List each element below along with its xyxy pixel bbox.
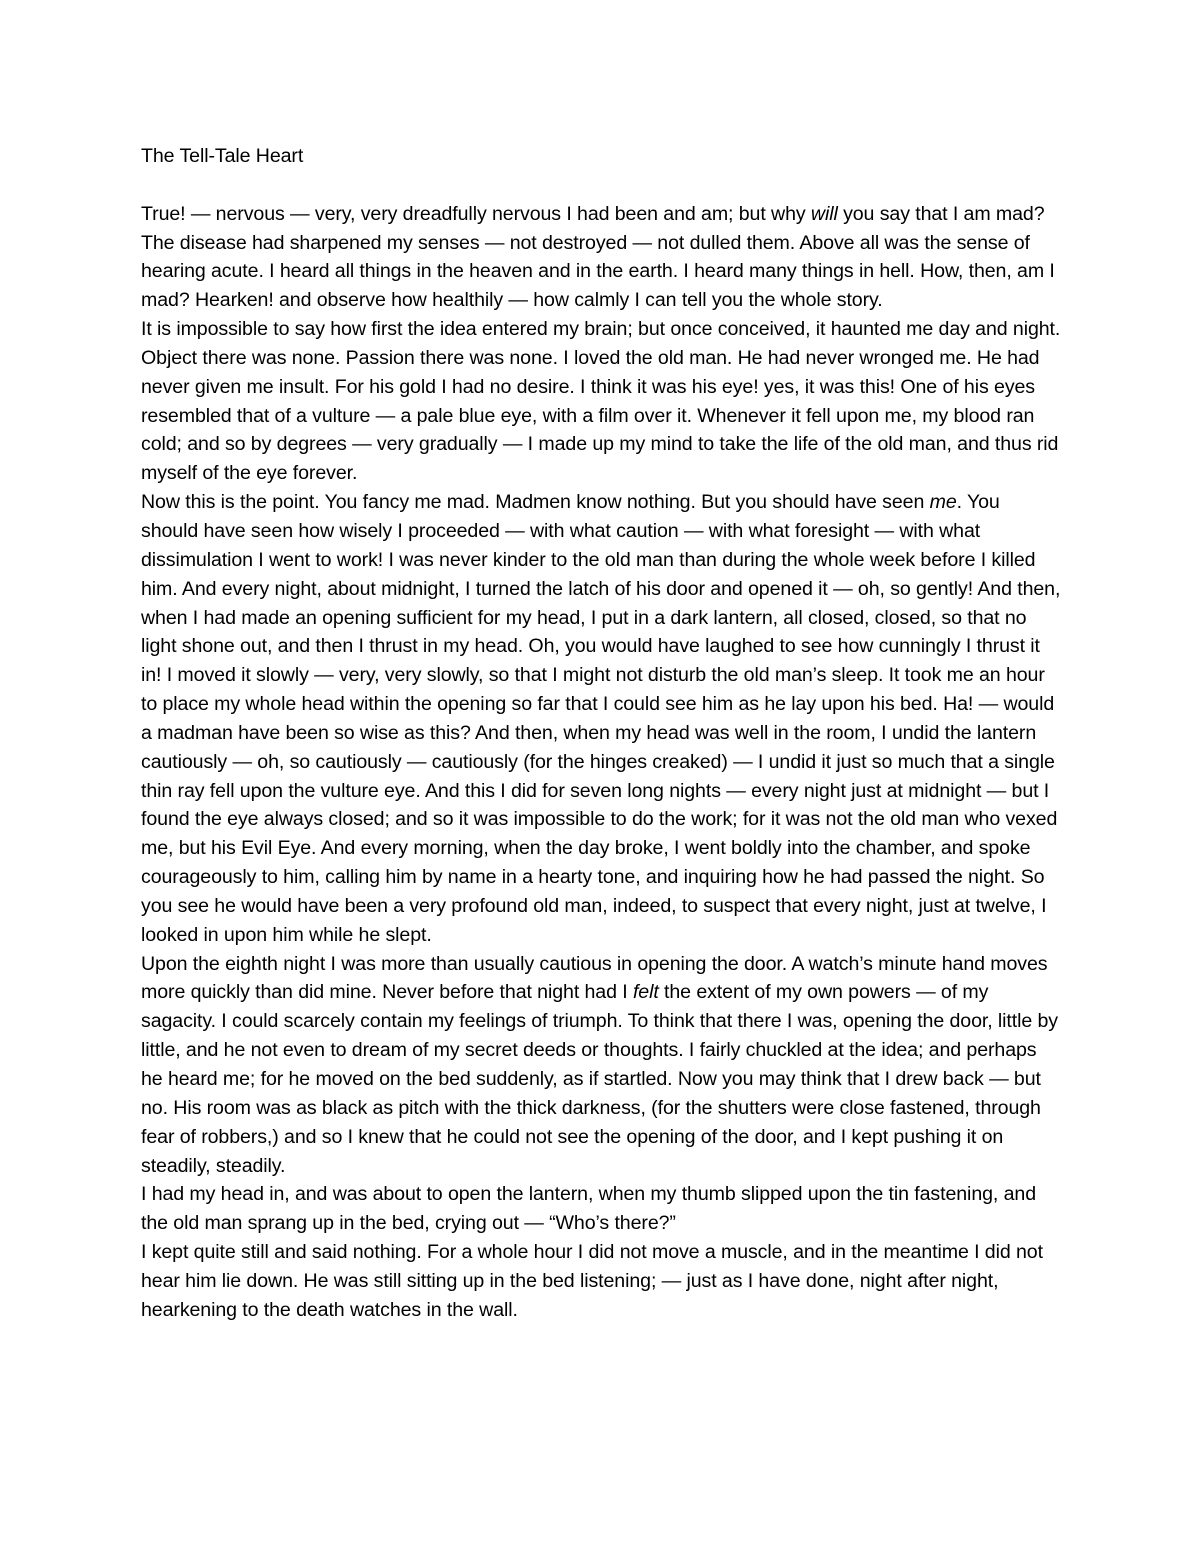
paragraph bbox=[141, 1238, 1061, 1325]
text-run: you say that I am mad? The disease had sharpened my senses — not destroyed — not dulled them. Above all was the sense of hearing acute. I heard all things in the heaven and in the earth. I heard many things in hell. How, then, am I mad? Hearken! and observe how healthily — how calmly I can tell you the whole story. bbox=[141, 202, 1055, 312]
paragraph bbox=[141, 950, 1061, 1181]
paragraph bbox=[141, 315, 1061, 488]
text-run: Upon the eighth night I was more than usually cautious in opening the door. A watch’s minute hand moves more quickly than did mine. Never before that night had I bbox=[141, 952, 1048, 1004]
paragraph bbox=[141, 1180, 1061, 1238]
text-run: . You should have seen how wisely I proceeded — with what caution — with what foresight — with what dissimulation I went to work! I was never kinder to the old man than during the whole week before I killed him. And every night, about midnight, I turned the latch of his door and opened it — oh, so gently! And then, when I had made an opening sufficient for my head, I put in a dark lantern, all closed, closed, so that no light shone out, and then I thrust in my head. Oh, you would have laughed to see how cunningly I thrust it in! I moved it slowly — very, very slowly, so that I might not disturb the old man’s sleep. It took me an hour to place my whole head within the opening so far that I could see him as he lay upon his bed. Ha! — would a madman have been so wise as this? And then, when my head was well in the room, I undid the lantern cautiously — oh, so cautiously — cautiously (for the hinges creaked) — I undid it just so much that a single thin ray fell upon the vulture eye. And this I did for seven long nights — every night just at midnight — but I found the eye always closed; and so it was impossible to do the work; for it was not the old man who vexed me, but his Evil Eye. And every morning, when the day broke, I went boldly into the chamber, and spoke courageously to him, calling him by name in a hearty tone, and inquiring how he had passed the night. So you see he would have been a very profound old man, indeed, to suspect that every night, just at twelve, I looked in upon him while he slept. bbox=[141, 491, 1061, 946]
document-title: The Tell-Tale Heart bbox=[141, 145, 304, 167]
text-run: Now this is the point. You fancy me mad. Madmen know nothing. But you should have seen bbox=[141, 491, 930, 514]
text-run: I kept quite still and said nothing. For a whole hour I did not move a muscle, and in the meantime I did not hear him lie down. He was still sitting up in the bed listening; — just as I have done, night after night, hearkening to the death watches in the wall. bbox=[141, 1241, 1043, 1321]
italic-text-run: felt bbox=[632, 981, 659, 1004]
italic-text-run: me bbox=[929, 491, 957, 514]
text-run: True! — nervous — very, very dreadfully nervous I had been and am; but why bbox=[141, 202, 811, 225]
document-body bbox=[141, 200, 1061, 1325]
paragraph bbox=[141, 488, 1061, 950]
text-run: the extent of my own powers — of my sagacity. I could scarcely contain my feelings of triumph. To think that there I was, opening the door, little by little, and he not even to dream of my secret deeds or thoughts. I fairly chuckled at the idea; and perhaps he heard me; for he moved on the bed suddenly, as if startled. Now you may think that I drew back — but no. His room was as black as pitch with the thick darkness, (for the shutters were close fastened, through fear of robbers,) and so I knew that he could not see the opening of the door, and I kept pushing it on steadily, steadily. bbox=[141, 981, 1058, 1177]
text-run: I had my head in, and was about to open the lantern, when my thumb slipped upon the tin fastening, and the old man sprang up in the bed, crying out — “Who’s there?” bbox=[141, 1183, 1036, 1235]
italic-text-run: will bbox=[810, 202, 838, 225]
paragraph bbox=[141, 200, 1061, 315]
text-run: It is impossible to say how first the idea entered my brain; but once conceived, it haunted me day and night. Object there was none. Passion there was none. I loved the old man. He had never wronged me. He had never given me insult. For his gold I had no desire. I think it was his eye! yes, it was this! One of his eyes resembled that of a vulture — a pale blue eye, with a film over it. Whenever it fell upon me, my blood ran cold; and so by degrees — very gradually — I made up my mind to take the life of the old man, and thus rid myself of the eye forever. bbox=[141, 318, 1061, 485]
document-page bbox=[141, 142, 1061, 1325]
